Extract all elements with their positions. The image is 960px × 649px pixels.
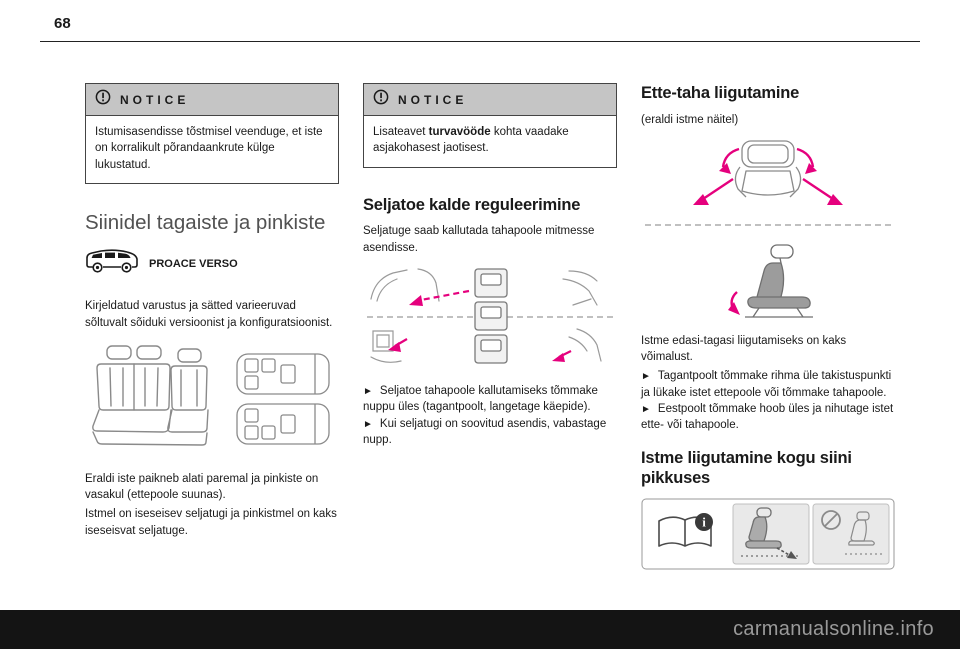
bullet-item [641,401,895,434]
intro-paragraph: Kirjeldatud varustus ja sätted varieeruvad sõltuvalt sõiduki versioonist ja konfiguratsioonist. [85,300,333,329]
notice-body [364,116,616,167]
svg-text:i: i [702,514,706,530]
footer-bar [0,610,960,649]
rail-info-illustration [641,498,895,570]
subnote-example: (eraldi istme näitel) [641,113,739,126]
paragraph-backrests: Istmel on iseseisev seljatugi ja pinkistmel on kaks iseseisvat seljatuge. [85,508,337,537]
rail-info-figure [641,498,895,570]
paragraph-two-ways: Istme edasi-tagasi liigutamiseks on kaks võimalust. [641,334,847,364]
exclamation-circle-icon [373,89,389,110]
exclamation-circle-icon [95,89,111,110]
model-badge-label: PROACE VERSO [149,258,238,271]
bullet-item [641,368,895,401]
bullet-marker: ► [641,371,651,383]
rear-seats-illustration [85,340,339,458]
backrest-latch-illustration [363,265,617,370]
section-heading-rear-seats: Siinidel tagaiste ja pinkiste [85,210,326,234]
column-middle [363,83,617,583]
notice-title: NOTICE [120,92,190,107]
notice-box-seat-lock [85,83,339,184]
notice-header [364,84,616,116]
seat-sideview-illustration [641,242,895,320]
intro-paragraph: Seljatuge saab kallutada tahapoole mitmesse asendisse. [363,225,595,254]
notice-text-bold: turvavööde [428,126,491,138]
watermark-text: carmanualsonline.info [733,618,934,640]
notice-title: NOTICE [398,92,468,107]
seat-sideview-figure [641,242,895,320]
column-right [641,83,895,583]
bullet-text: Tagantpoolt tõmmake rihma üle takistuspunkti ja lükake istet ettepoole või tõmmake tahapoole. [641,370,892,399]
section-heading-fore-aft: Ette-taha liigutamine [641,84,800,102]
backrest-latch-figure [363,265,617,370]
column-left [85,83,339,583]
bullet-text: Kui seljatugi on soovitud asendis, vabastage nupp. [363,417,607,446]
header-rule [40,41,920,42]
rear-seats-figure [85,340,339,458]
model-badge-row [85,248,339,280]
paragraph-seat-position: Eraldi iste paikneb alati paremal ja pinkiste on vasakul (ettepoole suunas). [85,472,319,502]
bullet-marker: ► [363,385,373,397]
section-heading-backrest-tilt: Seljatoe kalde reguleerimine [363,195,581,214]
notice-text-pre: Lisateavet [373,126,429,138]
bullet-item [363,416,617,449]
notice-body: Istumisasendisse tõstmisel veenduge, et iste on korralikult põrandaankrute külge lukustatud. [95,126,323,171]
bullet-text: Seljatoe tahapoole kallutamiseks tõmmake nuppu üles (tagantpoolt, langetage käepide). [363,384,598,414]
bullet-text: Eestpoolt tõmmake hoob üles ja nihutage istet ette- või tahapoole. [641,403,894,432]
content-columns [85,83,895,583]
notice-box-seatbelts [363,83,617,168]
notice-header [86,84,338,116]
seat-topview-figure [641,137,895,229]
bullet-item [363,383,617,416]
van-side-icon [85,248,139,280]
seat-topview-illustration [641,137,895,229]
bullet-marker: ► [641,404,651,416]
bullet-marker: ► [363,418,373,430]
notice-text-post: kohta vaadake asjakohasest jaotisest. [373,126,569,155]
section-heading-full-rail: Istme liigutamine kogu siini pikkuses [641,448,852,488]
page-number: 68 [54,15,71,32]
